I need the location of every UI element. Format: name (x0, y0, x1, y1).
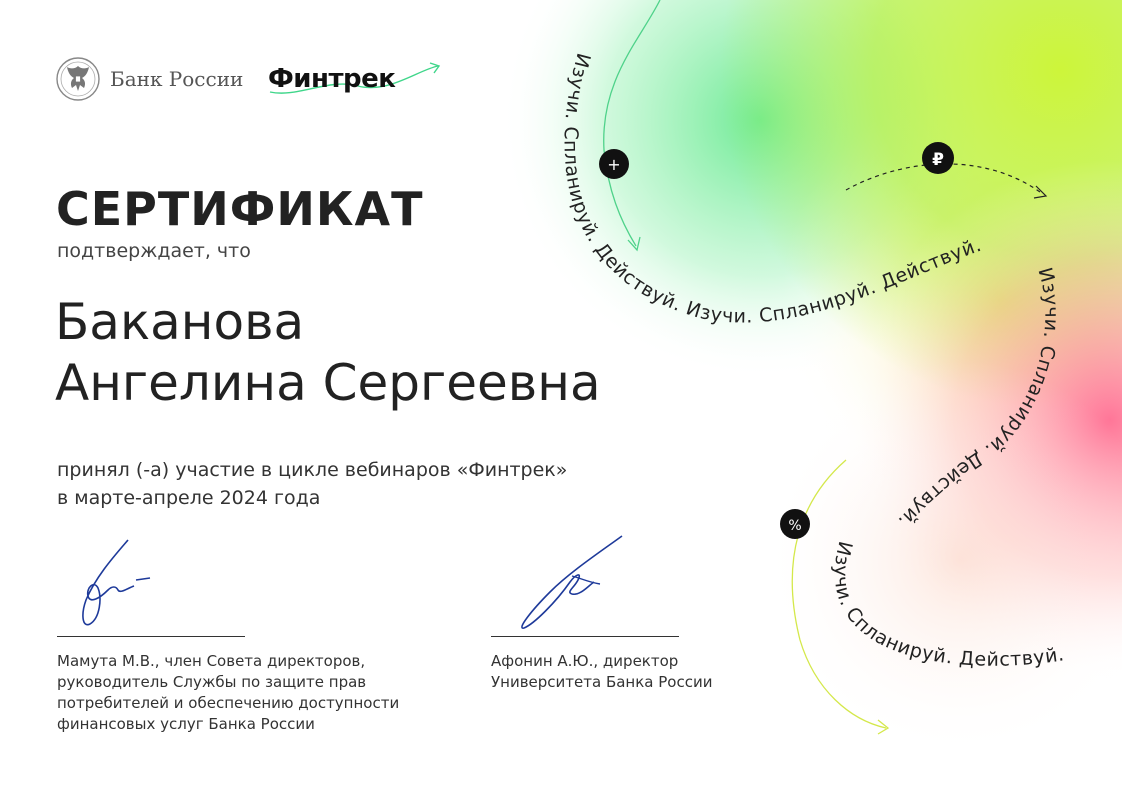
recipient-name (55, 292, 601, 414)
double-headed-eagle-emblem-icon (56, 57, 100, 101)
signatory-caption-line: потребителей и обеспечению доступности (57, 694, 400, 712)
signatory-caption-line: Афонин А.Ю., директор (491, 652, 679, 670)
description-line-1: принял (-а) участие в цикле вебинаров «Финтрек» (57, 459, 568, 481)
participation-description (57, 456, 567, 512)
recipient-surname: Баканова (55, 293, 305, 351)
plus-badge-icon (599, 149, 629, 179)
ruble-badge-icon (922, 142, 954, 174)
signature-line (57, 636, 245, 637)
signatory-caption-line: финансовых услуг Банка России (57, 715, 315, 733)
fintrek-logo-text: Финтрек (268, 64, 396, 94)
certificate-title: СЕРТИФИКАТ (56, 182, 424, 236)
signatory-caption (57, 651, 457, 735)
slogan-arc-1-text: Изучи. Спланируй. Действуй. Изучи. Спланируй. Действуй. (559, 50, 985, 328)
plus-badge-label: + (607, 155, 621, 174)
fintrek-logo (268, 58, 396, 94)
signature-block-afonin (491, 636, 791, 693)
signature-afonin-image (510, 532, 630, 636)
bank-of-russia-logo (56, 56, 243, 102)
percent-badge-label: % (788, 518, 802, 534)
signatory-caption-line: Университета Банка России (491, 673, 713, 691)
description-line-2: в марте-апреле 2024 года (57, 487, 321, 509)
signature-mamuta-image (76, 536, 160, 632)
signatory-caption-line: руководитель Службы по защите прав (57, 673, 367, 691)
signatory-caption-line: Мамута М.В., член Совета директоров, (57, 652, 366, 670)
slogan-arc-2-text: Изучи. Спланируй. Действуй. (893, 265, 1063, 533)
percent-badge-icon (780, 509, 810, 539)
certificate-subtitle: подтверждает, что (57, 240, 251, 262)
signature-line (491, 636, 679, 637)
signatory-caption (491, 651, 791, 693)
bank-name: Банк России (110, 67, 244, 91)
signature-block-mamuta (57, 636, 457, 735)
recipient-given-names: Ангелина Сергеевна (55, 354, 601, 412)
ruble-badge-label: ₽ (932, 150, 944, 170)
slogan-arc-3-text: Изучи. Спланируй. Действуй. (829, 538, 1066, 671)
